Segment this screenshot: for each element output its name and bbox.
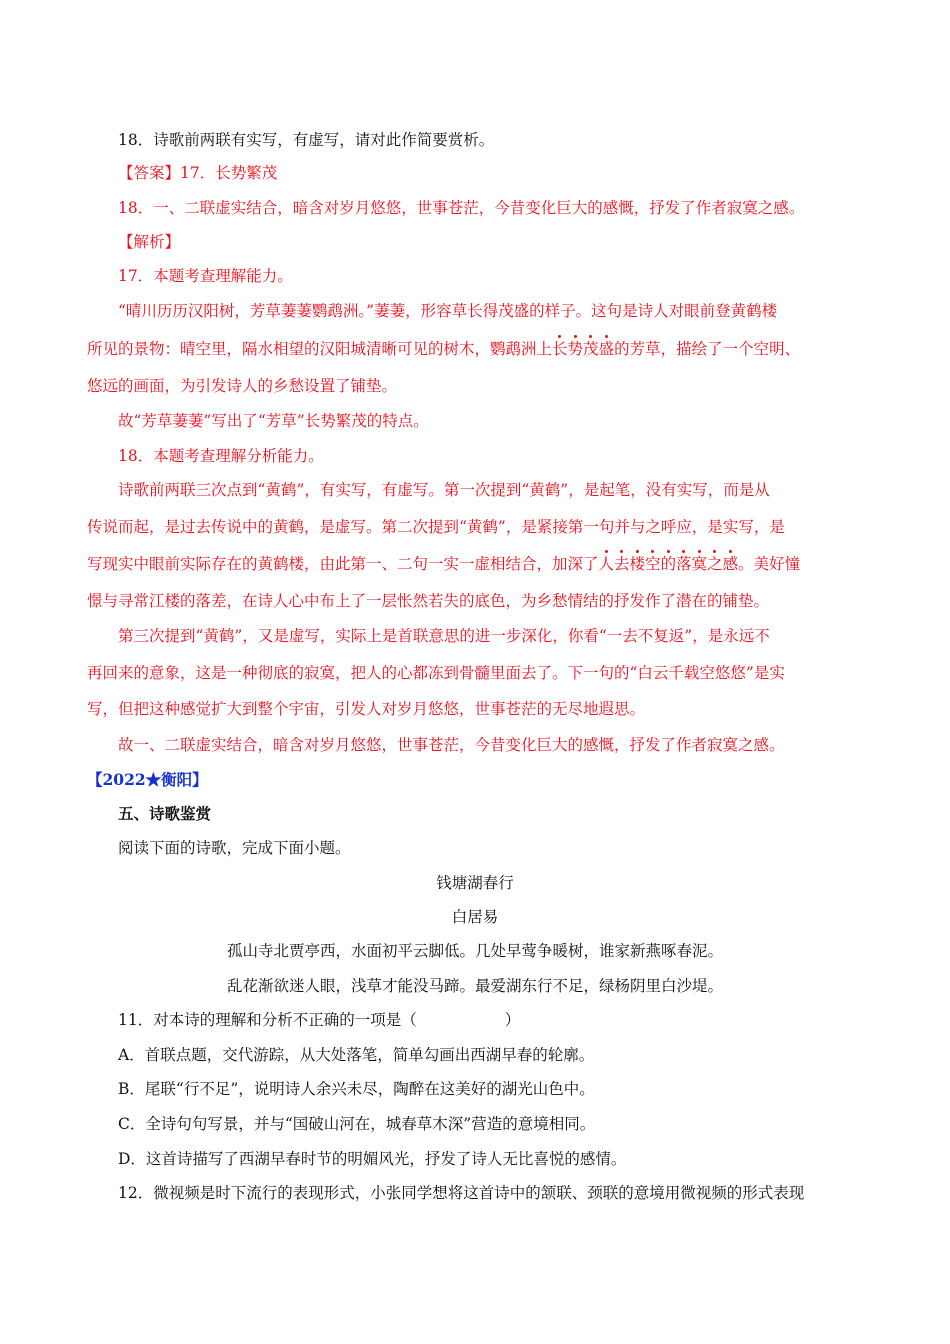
text-segment: 所见的景物：晴空里，隔水相望的汉阳城清晰可见的树木，鹦鹉洲上 — [87, 340, 553, 358]
analysis-18-p1-line4: 憬与寻常江楼的落差，在诗人心中布上了一层怅然若失的底色，为乡愁情结的抒发作了潜在的铺垫。 — [87, 592, 770, 610]
text-segment: 写现实中眼前实际存在的黄鹤楼，由此第一、二句一实一虚相结合，加深了 — [87, 555, 599, 573]
emphasis-char: 落 — [676, 555, 692, 573]
emphasis-char: 长 — [552, 340, 568, 358]
emphasis-char: 的 — [660, 555, 677, 573]
answer-18: 18．一、二联虚实结合，暗含对岁月悠悠，世事苍茫，今昔变化巨大的感慨，抒发了作者寂寞之感。 — [118, 199, 805, 217]
question-11-stem — [118, 1010, 520, 1030]
stem-text: ） — [504, 1011, 521, 1029]
emphasis-char: 之 — [707, 555, 723, 573]
emphasis-char: 人 — [598, 555, 615, 573]
section-title: 五、诗歌鉴赏 — [118, 804, 212, 823]
analysis-18-p2-line2: 再回来的意象，这是一种彻底的寂寞，把人的心都冻到骨髓里面去了。下一句的“白云千载空悠悠”是实 — [87, 664, 785, 682]
emphasis-char: 去 — [614, 555, 630, 573]
analysis-17-p2: 故“芳草萋萋”写出了“芳草”长势繁茂的特点。 — [118, 412, 429, 430]
analysis-17-p1-line1: “晴川历历汉阳树，芳草萋萋鹦鹉洲。”萋萋，形容草长得茂盛的样子。这句是诗人对眼前登黄鹤楼 — [118, 302, 778, 320]
analysis-label: 【解析】 — [118, 233, 181, 251]
question-12: 12．微视频是时下流行的表现形式，小张同学想将这首诗中的颔联、颈联的意境用微视频的形式表现 — [118, 1184, 805, 1202]
poem-line-1: 孤山寺北贾亭西，水面初平云脚低。几处早莺争暖树，谁家新燕啄春泥。 — [226, 942, 723, 960]
poem-author: 白居易 — [451, 908, 499, 926]
emphasis-char: 盛 — [598, 340, 615, 358]
emphasis-char: 空 — [645, 555, 661, 573]
option-d: D．这首诗描写了西湖早春时节的明媚风光，抒发了诗人无比喜悦的感情。 — [118, 1150, 627, 1168]
answer-line — [118, 163, 277, 183]
poem-line-2: 乱花渐欲迷人眼，浅草才能没马蹄。最爱湖东行不足，绿杨阴里白沙堤。 — [226, 977, 723, 995]
analysis-18-title: 18．本题考查理解分析能力。 — [118, 447, 324, 465]
answer-label: 【答案】 — [118, 164, 181, 182]
analysis-18-p1-line3 — [87, 554, 800, 574]
option-b: B．尾联“行不足”，说明诗人余兴未尽，陶醉在这美好的湖光山色中。 — [118, 1080, 595, 1098]
analysis-17-title: 17．本题考查理解能力。 — [118, 267, 293, 285]
analysis-18-p2-line1: 第三次提到“黄鹤”，又是虚写，实际上是首联意思的进一步深化，你看“一去不复返”，是永远不 — [118, 627, 770, 645]
analysis-18-p1-line2: 传说而起，是过去传说中的黄鹤，是虚写。第二次提到“黄鹤”，是紧接第一句并与之呼应，是实写，是 — [87, 518, 785, 536]
emphasis-char: 势 — [567, 340, 584, 358]
stem-text: 11．对本诗的理解和分析不正确的一项是（ — [118, 1011, 417, 1029]
option-a: A．首联点题，交代游踪，从大处落笔，简单勾画出西湖早春的轮廓。 — [118, 1046, 595, 1064]
emphasis-char: 感 — [722, 555, 739, 573]
emphasis-char: 楼 — [629, 555, 646, 573]
text-segment: 的芳草，描绘了一个空明、 — [614, 340, 801, 358]
analysis-17-p1-line2 — [87, 339, 800, 359]
answer-17: 17．长势繁茂 — [180, 164, 278, 182]
analysis-18-p1-line1: 诗歌前两联三次点到“黄鹤”，有实写，有虚写。第一次提到“黄鹤”，是起笔，没有实写，而是从 — [118, 481, 770, 499]
source-tag: 【2022★衡阳】 — [87, 770, 208, 789]
option-c: C．全诗句句写景，并与“国破山河在，城春草木深”营造的意境相同。 — [118, 1115, 596, 1133]
instruction: 阅读下面的诗歌，完成下面小题。 — [118, 839, 351, 857]
text-segment: 。美好憧 — [738, 555, 801, 573]
question-18: 18．诗歌前两联有实写，有虚写，请对此作简要赏析。 — [118, 131, 495, 149]
analysis-18-p3: 故一、二联虚实结合，暗含对岁月悠悠，世事苍茫，今昔变化巨大的感慨，抒发了作者寂寞之感。 — [118, 736, 785, 754]
emphasis-char: 寞 — [691, 555, 708, 573]
analysis-18-p2-line3: 写，但把这种感觉扩大到整个宇宙，引发人对岁月悠悠，世事苍茫的无尽地遐思。 — [87, 700, 646, 718]
emphasis-char: 茂 — [583, 340, 599, 358]
poem-title: 钱塘湖春行 — [436, 874, 514, 892]
analysis-17-p1-line3: 悠远的画面，为引发诗人的乡愁设置了铺垫。 — [87, 377, 398, 395]
